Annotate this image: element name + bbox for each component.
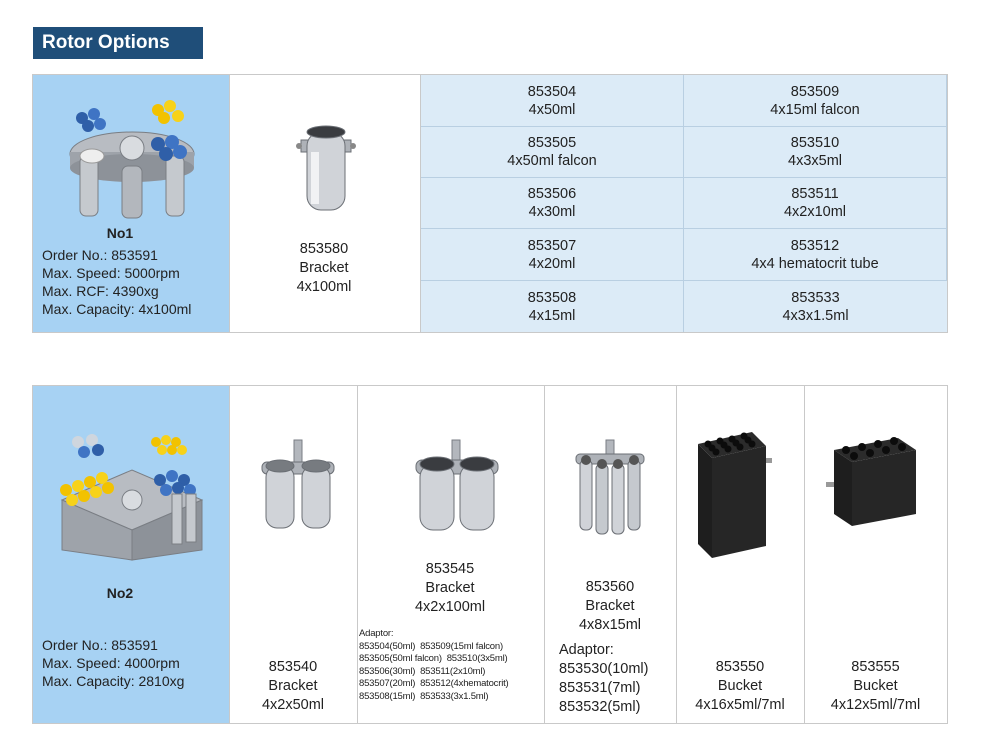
bracket-853580-image xyxy=(295,122,357,214)
adaptor-853507: 853507 4x20ml xyxy=(421,229,684,281)
item-853545-code: 853545 xyxy=(425,561,475,577)
adaptor-853506: 853506 4x30ml xyxy=(421,178,684,229)
item-853545-capacity: 4x2x100ml xyxy=(414,599,486,615)
item-853540-capacity: 4x2x50ml xyxy=(261,697,325,713)
bracket-853580-code: 853580 xyxy=(299,241,349,257)
adaptor-560-line: 853532(5ml) xyxy=(559,699,641,715)
item-853560-type: Bracket xyxy=(585,598,635,614)
item-853550-type: Bucket xyxy=(717,678,763,694)
rotor1-name: No1 xyxy=(106,225,134,241)
adaptor-853512: 853512 4x4 hematocrit tube xyxy=(684,229,947,281)
adaptor-853509: 853509 4x15ml falcon xyxy=(684,75,947,127)
adaptor-list-label: Adaptor: xyxy=(359,628,394,639)
bucket-853555-image xyxy=(832,436,922,528)
adaptor-list-line: 853506(30ml) 853511(2x10ml) xyxy=(359,665,486,677)
item-853560-code: 853560 xyxy=(585,579,635,595)
bracket-853580-capacity: 4x100ml xyxy=(296,279,352,295)
item-853550-label xyxy=(676,658,804,715)
rotor2-spec-order: Order No.: 853591 xyxy=(42,637,158,653)
rotor1-image xyxy=(62,96,202,226)
rotor2-spec-capacity: Max. Capacity: 2810xg xyxy=(42,673,185,689)
adaptor-853508: 853508 4x15ml xyxy=(421,281,684,332)
adaptor-853511: 853511 4x2x10ml xyxy=(684,178,947,229)
bracket-853580-type: Bracket xyxy=(299,260,349,276)
adaptor-list-line: 853504(50ml) 853509(15ml falcon) xyxy=(359,640,503,652)
item-853550-code: 853550 xyxy=(715,659,765,675)
item-853555-type: Bucket xyxy=(853,678,898,694)
adaptor-853505: 853505 4x50ml falcon xyxy=(421,127,684,178)
adaptor-list-line: 853507(20ml) 853512(4xhematocrit) xyxy=(359,678,509,689)
rotor1-spec-capacity: Max. Capacity: 4x100ml xyxy=(42,301,192,317)
adaptor-560-line: 853531(7ml) xyxy=(559,680,641,696)
adaptor-853504: 853504 4x50ml xyxy=(421,75,684,127)
item-853540-label xyxy=(229,658,357,715)
rotor1-spec-rcf: Max. RCF: 4390xg xyxy=(42,283,159,299)
item-853545-label xyxy=(357,560,543,617)
adaptor-560-line: 853530(10ml) xyxy=(559,661,649,677)
item-853560-adaptor-list xyxy=(559,641,648,717)
item-853560-label xyxy=(544,578,676,635)
rotor2-image xyxy=(52,430,212,560)
rotor2-name: No2 xyxy=(106,585,134,601)
section-title: Rotor Options xyxy=(33,27,203,59)
bucket-853550-image xyxy=(694,430,770,560)
adaptor-list-line: 853505(50ml falcon) 853510(3x5ml) xyxy=(359,653,508,664)
rotor1-spec-order: Order No.: 853591 xyxy=(42,247,158,263)
bracket-853540-image xyxy=(258,440,338,532)
item-853545-type: Bracket xyxy=(425,580,475,596)
adaptor-853533: 853533 4x3x1.5ml xyxy=(782,289,849,324)
adaptor-560-label: Adaptor: xyxy=(559,642,614,658)
item-853555-label xyxy=(804,658,947,715)
item-853555-code: 853555 xyxy=(851,659,900,675)
rotor2-spec-speed: Max. Speed: 4000rpm xyxy=(42,655,180,671)
adaptor-list-line: 853508(15ml) 853533(3x1.5ml) xyxy=(359,690,489,702)
item-853560-capacity: 4x8x15ml xyxy=(578,617,642,633)
item-853540-type: Bracket xyxy=(268,678,318,694)
item-853550-capacity: 4x16x5ml/7ml xyxy=(695,697,785,713)
rotor1-spec-speed: Max. Speed: 5000rpm xyxy=(42,265,180,281)
item-853540-code: 853540 xyxy=(268,659,318,675)
bracket-853545-image xyxy=(412,440,502,532)
item-853555-capacity: 4x12x5ml/7ml xyxy=(830,697,921,713)
bracket-853560-image xyxy=(572,440,648,536)
adaptor-853510: 853510 4x3x5ml xyxy=(684,127,947,178)
item-853545-adaptor-list xyxy=(359,628,543,703)
bracket-853580-label xyxy=(230,240,418,297)
